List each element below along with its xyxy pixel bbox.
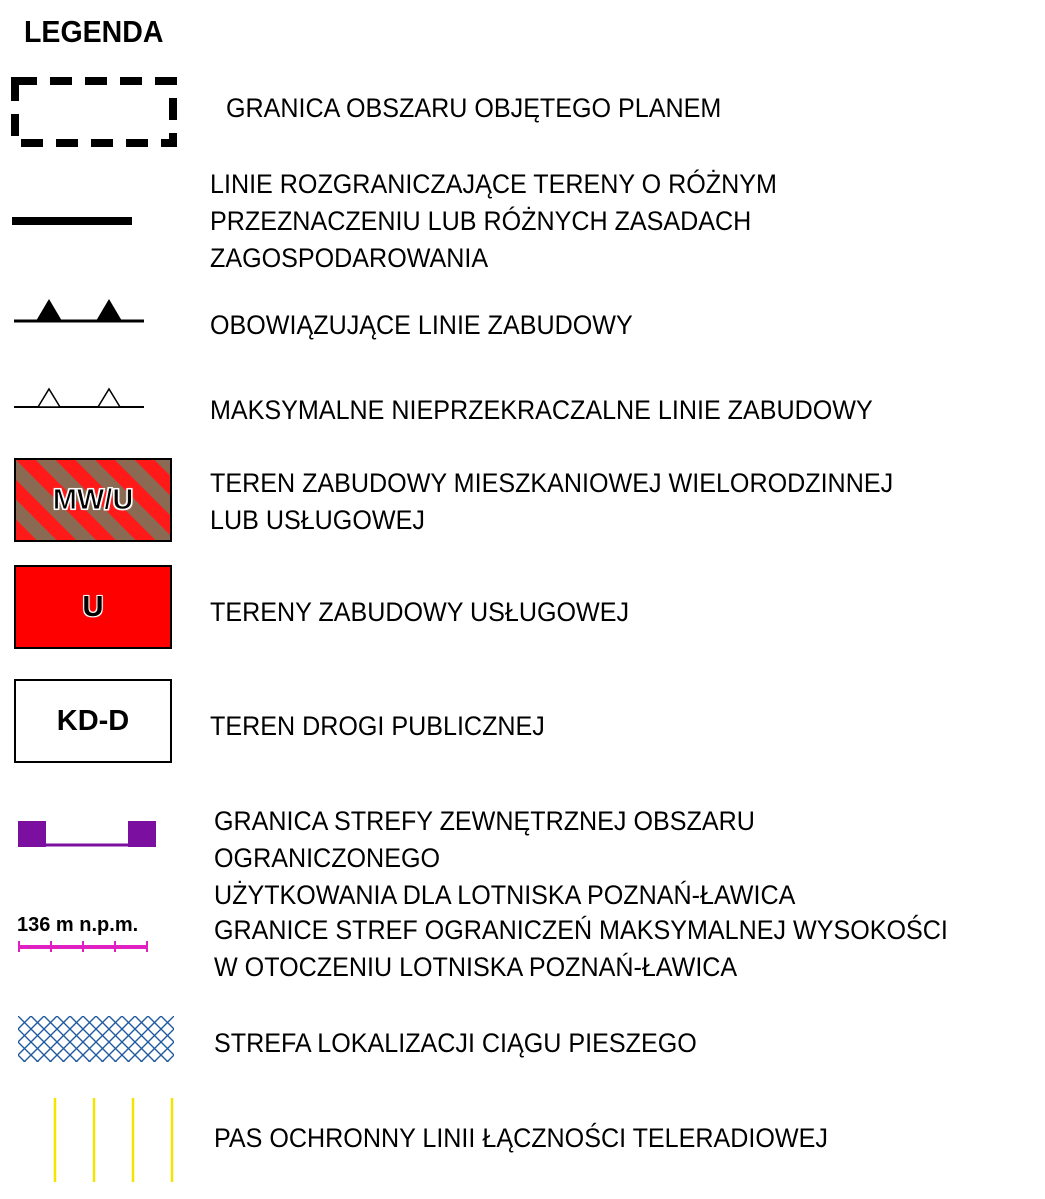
- legend-label-pedestrian: STREFA LOKALIZACJI CIĄGU PIESZEGO: [214, 1028, 697, 1058]
- open-triangle-line-icon: [12, 380, 146, 414]
- crosshatch-icon: [18, 1016, 174, 1062]
- u-symbol-text: U: [82, 590, 104, 623]
- purple-boundary-icon: [18, 819, 156, 849]
- kdd-symbol-text: KD-D: [56, 704, 130, 737]
- solid-line-icon: [12, 217, 132, 225]
- mwu-symbol-text: MW/U: [52, 483, 134, 516]
- legend-label-max-lines: MAKSYMALNE NIEPRZEKRACZALNE LINIE ZABUDOWY: [210, 395, 873, 425]
- legend-label-height-zones: GRANICE STREF OGRANICZEŃ MAKSYMALNEJ WYSOKOŚCI W OTOCZENIU LOTNISKA POZNAŃ-ŁAWICA: [214, 915, 948, 982]
- striped-box-icon: [14, 458, 172, 542]
- legend-label-services: TERENY ZABUDOWY USŁUGOWEJ: [210, 597, 630, 627]
- filled-triangle-line-icon: [12, 294, 146, 328]
- legend-label-plan-boundary: GRANICA OBSZARU OBJĘTEGO PLANEM: [226, 93, 722, 123]
- dashed-rectangle-icon: [10, 76, 178, 148]
- legend-label-dividing-lines: LINIE ROZGRANICZAJĄCE TERENY O RÓŻNYM PRZEZNACZENIU LUB RÓŻNYCH ZASADACH ZAGOSPODAROWANIA: [210, 169, 777, 273]
- legend-label-public-road: TEREN DROGI PUBLICZNEJ: [210, 711, 545, 741]
- legend-label-airport-zone: GRANICA STREFY ZEWNĘTRZNEJ OBSZARU OGRANICZONEGO UŻYTKOWANIA DLA LOTNISKA POZNAŃ-ŁAWICA: [214, 806, 796, 910]
- legend-title: LEGENDA: [24, 14, 164, 49]
- legend-label-residential: TEREN ZABUDOWY MIESZKANIOWEJ WIELORODZINNEJ LUB USŁUGOWEJ: [210, 468, 894, 535]
- legend-label-mandatory-lines: OBOWIĄZUJĄCE LINIE ZABUDOWY: [210, 310, 633, 340]
- height-limit-text: 136 m n.p.m.: [17, 914, 139, 936]
- yellow-lines-icon: [50, 1098, 178, 1182]
- legend-label-telecom: PAS OCHRONNY LINII ŁĄCZNOŚCI TELERADIOWEJ: [214, 1123, 828, 1153]
- height-limit-icon: [16, 914, 166, 956]
- white-box-icon: [14, 679, 172, 763]
- red-box-icon: [14, 565, 172, 649]
